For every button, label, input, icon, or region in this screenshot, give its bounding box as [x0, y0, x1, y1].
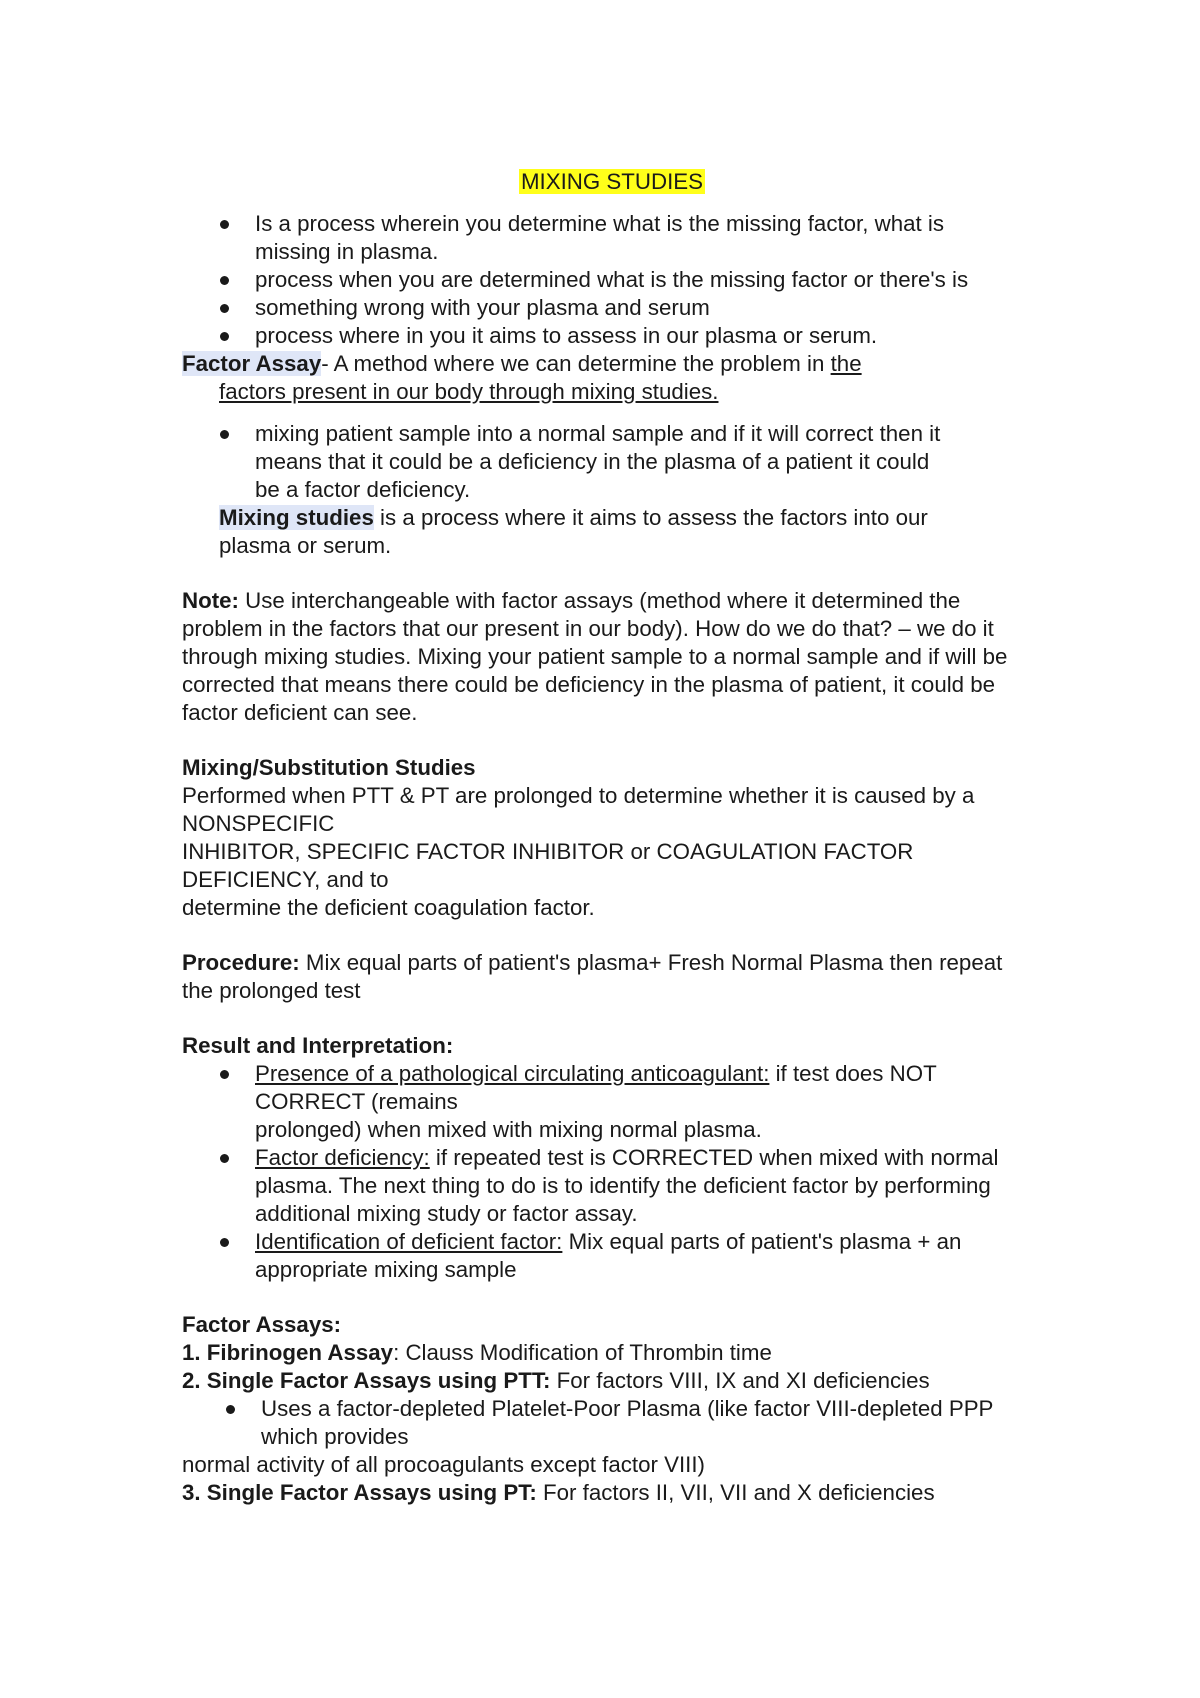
result-term: Identification of deficient factor: [255, 1229, 563, 1254]
mixing-studies-text: is a process where it aims to assess the factors into our plasma or serum. [219, 505, 928, 558]
assay-item-1-text: : Clauss Modification of Thrombin time [393, 1340, 772, 1365]
substitution-line-1: Performed when PTT & PT are prolonged to determine whether it is caused by a NONSPECIFIC [182, 783, 975, 836]
result-item [182, 1060, 1015, 1144]
factor-assay-term: Factor Assay [182, 351, 322, 376]
assay-item-1-label: 1. Fibrinogen Assay [182, 1340, 394, 1365]
procedure-paragraph [182, 949, 1012, 1005]
factor-assay-definition [182, 350, 919, 406]
mixing-studies-definition [182, 504, 999, 560]
substitution-line-3: determine the deficient coagulation factor. [182, 895, 595, 920]
intro-bullet: something wrong with your plasma and serum [182, 294, 1042, 322]
factor-assay-bullet: mixing patient sample into a normal sample and if it will correct then it means that it could be a deficiency in the plasma of a patient it could be a factor deficiency. [182, 420, 955, 504]
mixing-studies-term: Mixing studies [219, 505, 374, 530]
assays-heading [182, 1311, 1042, 1339]
procedure-text: Mix equal parts of patient's plasma+ Fresh Normal Plasma then repeat the prolonged test [182, 950, 1003, 1003]
factor-assay-underlined: the factors present in our body through mixing studies. [219, 351, 862, 404]
result-item [182, 1144, 1042, 1228]
assay-item-3-text: For factors II, VII, VII and X deficiencies [536, 1480, 935, 1505]
result-text: if test does NOT CORRECT (remains [255, 1061, 937, 1114]
title-highlight: MIXING STUDIES [520, 169, 704, 194]
assay-item-2-continuation: normal activity of all procoagulants except factor VIII) [182, 1452, 705, 1477]
document-title [182, 168, 1042, 196]
intro-bullet: Is a process wherein you determine what is the missing factor, what is missing in plasma. [182, 210, 975, 266]
substitution-heading-text: Mixing/Substitution Studies [182, 755, 476, 780]
assay-item-3-label: 3. Single Factor Assays using PT: [182, 1480, 537, 1505]
intro-bullet: process where in you it aims to assess in our plasma or serum. [182, 322, 1042, 350]
assay-item-2-bullet: Uses a factor-depleted Platelet-Poor Plasma (like factor VIII-depleted PPP which provides [182, 1395, 1001, 1451]
substitution-heading [182, 754, 1042, 782]
results-heading [182, 1032, 1042, 1060]
assay-item-1 [182, 1339, 1042, 1367]
result-term: Factor deficiency: [255, 1145, 430, 1170]
factor-assay-text: - A method where we can determine the problem in [321, 351, 831, 376]
assay-item-2 [182, 1367, 1042, 1395]
assay-item-2-bullets [182, 1395, 1042, 1451]
factor-assay-bullet-list [182, 420, 1042, 504]
assay-item-3 [182, 1479, 1042, 1507]
note-paragraph [182, 587, 1012, 727]
intro-bullet-list [182, 210, 1042, 350]
assays-heading-text: Factor Assays: [182, 1312, 342, 1337]
results-list [182, 1060, 1042, 1284]
note-label: Note: [182, 588, 239, 613]
result-text: Mix equal parts of patient's plasma + an appropriate mixing sample [255, 1229, 962, 1282]
assay-item-2-text: For factors VIII, IX and XI deficiencies [550, 1368, 930, 1393]
assay-item-2-label: 2. Single Factor Assays using PTT: [182, 1368, 551, 1393]
procedure-label: Procedure: [182, 950, 300, 975]
result-text: if repeated test is CORRECTED when mixed with normal plasma. The next thing to do is to identify the deficient factor by performing additional mixing study or factor assay. [255, 1145, 999, 1226]
substitution-line-2: INHIBITOR, SPECIFIC FACTOR INHIBITOR or COAGULATION FACTOR DEFICIENCY, and to [182, 839, 914, 892]
result-term: Presence of a pathological circulating anticoagulant: [255, 1061, 770, 1086]
result-item [182, 1228, 1015, 1284]
results-heading-text: Result and Interpretation: [182, 1033, 454, 1058]
intro-bullet: process when you are determined what is the missing factor or there's is [182, 266, 975, 294]
document-content [182, 168, 1042, 1507]
note-text: Use interchangeable with factor assays (method where it determined the problem in the factors that our present in our body). How do we do that? – we do it through mixing studies. Mixing your patient sample to a normal sample and if will be corrected that means there could be deficiency in the plasma of patient, it could be factor deficient can see. [182, 588, 1008, 725]
result-text-continued: prolonged) when mixed with mixing normal plasma. [255, 1117, 762, 1142]
